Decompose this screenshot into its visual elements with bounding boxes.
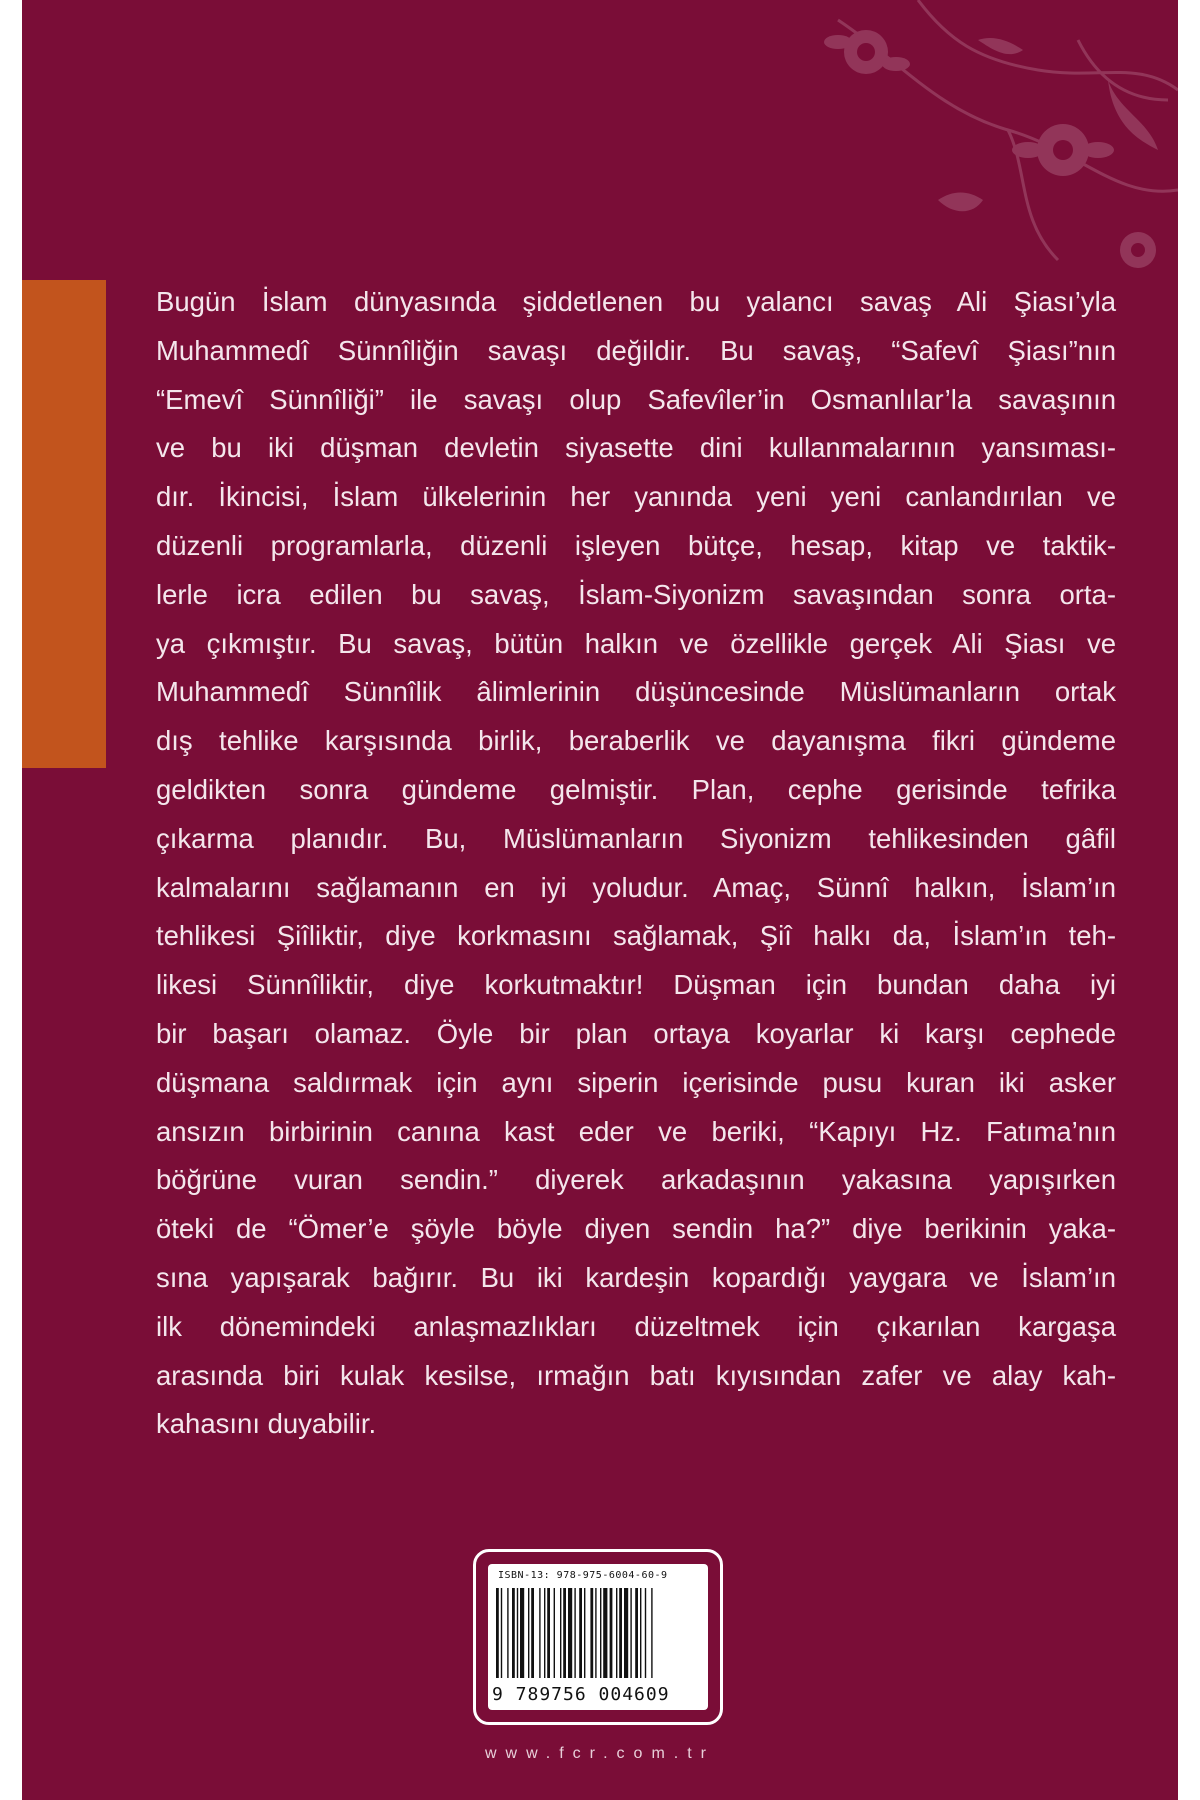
text-line: lerle icra edilen bu savaş, İslam-Siyonizm savaşından sonra orta- — [156, 578, 1116, 610]
barcode-bar — [610, 1588, 613, 1678]
text-line: ve bu iki düşman devletin siyasette dini kullanmalarının yansıması- — [156, 432, 1116, 464]
text-line: dış tehlike karşısında birlik, beraberlik ve dayanışma fikri gündeme — [156, 725, 1116, 757]
barcode-bar — [635, 1588, 638, 1678]
text-line: geldikten sonra gündeme gelmiştir. Plan, cephe gerisinde tefrika — [156, 773, 1116, 805]
text-line: sına yapışarak bağırır. Bu iki kardeşin kopardığı yaygara ve İslam’ın — [156, 1261, 1116, 1293]
barcode-bar — [574, 1588, 575, 1678]
text-line: ansızın birbirinin canına kast eder ve beriki, “Kapıyı Hz. Fatıma’nın — [156, 1115, 1116, 1147]
text-line: dır. İkincisi, İslam ülkelerinin her yanında yeni yeni canlandırılan ve — [156, 481, 1116, 513]
text-line: düşmana saldırmak için aynı siperin içerisinde pusu kuran iki asker — [156, 1066, 1116, 1098]
barcode-bar — [501, 1588, 502, 1678]
back-cover-text — [156, 278, 1116, 1449]
barcode-bar — [531, 1588, 534, 1678]
barcode-bar — [528, 1588, 529, 1678]
text-line: likesi Sünnîliktir, diye korkutmaktır! Düşman için bundan daha iyi — [156, 969, 1116, 1001]
barcode-bar — [547, 1588, 550, 1678]
back-cover — [22, 0, 1178, 1800]
barcode-bar — [568, 1588, 572, 1678]
barcode-bar — [544, 1588, 545, 1678]
barcode-bar — [584, 1588, 585, 1678]
text-line: çıkarma planıdır. Bu, Müslümanların Siyonizm tehlikesinden gâfil — [156, 822, 1116, 854]
text-line: tehlikesi Şiîliktir, diye korkmasını sağlamak, Şiî halkı da, İslam’ın teh- — [156, 920, 1116, 952]
barcode-bar — [554, 1588, 555, 1678]
barcode-frame — [473, 1549, 723, 1725]
barcode-bars — [496, 1588, 700, 1688]
barcode-bar — [539, 1588, 540, 1678]
barcode-bar — [520, 1588, 524, 1678]
text-line: ilk dönemindeki anlaşmazlıkları düzeltmek için çıkarılan kargaşa — [156, 1310, 1116, 1342]
website-url: www.fcr.com.tr — [484, 1745, 715, 1762]
text-line: Bugün İslam dünyasında şiddetlenen bu yalancı savaş Ali Şiası’yla — [156, 286, 1116, 317]
barcode-bar — [496, 1588, 499, 1678]
text-line: böğrüne vuran sendin.” diyerek arkadaşının yakasına yapışırken — [156, 1164, 1116, 1196]
barcode-bar — [640, 1588, 641, 1678]
barcode-bar — [595, 1588, 596, 1678]
barcode-bar — [619, 1588, 622, 1678]
text-line: bir başarı olamaz. Öyle bir plan ortaya koyarlar ki karşı cephede — [156, 1017, 1116, 1049]
barcode-bar — [600, 1588, 601, 1678]
isbn-label: ISBN-13: 978-975-6004-60-9 — [498, 1570, 668, 1581]
barcode-bar — [624, 1588, 628, 1678]
barcode-bar — [517, 1588, 518, 1678]
text-line: kalmalarını sağlamanın en iyi yoludur. Amaç, Sünnî halkın, İslam’ın — [156, 871, 1116, 903]
barcode-bar — [579, 1588, 582, 1678]
text-line: Muhammedî Sünnîlik âlimlerinin düşüncesinde Müslümanların ortak — [156, 676, 1116, 708]
barcode-bar — [512, 1588, 515, 1678]
accent-band — [22, 280, 106, 768]
text-line: düzenli programlarla, düzenli işleyen bütçe, hesap, kitap ve taktik- — [156, 529, 1116, 561]
barcode-bar — [560, 1588, 561, 1678]
barcode-bar — [507, 1588, 508, 1678]
text-line: arasında biri kulak kesilse, ırmağın batı kıyısından zafer ve alay kah- — [156, 1359, 1116, 1391]
barcode-bar — [616, 1588, 617, 1678]
text-line: kahasını duyabilir. — [156, 1408, 377, 1440]
barcode-number: 9 789756 004609 — [492, 1684, 670, 1705]
barcode-bar — [590, 1588, 593, 1678]
text-line: öteki de “Ömer’e şöyle böyle diyen sendin ha?” diye berikinin yaka- — [156, 1213, 1116, 1245]
barcode-bar — [651, 1588, 652, 1678]
barcode-bar — [645, 1588, 646, 1678]
text-line: “Emevî Sünnîliği” ile savaşı olup Safevîler’in Osmanlılar’la savaşının — [156, 383, 1116, 415]
barcode-bar — [563, 1588, 566, 1678]
text-line: ya çıkmıştır. Bu savaş, bütün halkın ve özellikle gerçek Ali Şiası ve — [156, 627, 1116, 659]
barcode — [488, 1564, 708, 1710]
text-line: Muhammedî Sünnîliğin savaşı değildir. Bu savaş, “Safevî Şiası”nın — [156, 334, 1116, 366]
page-edge — [1178, 0, 1200, 1800]
floral-ornament-icon — [778, 0, 1178, 300]
barcode-bar — [630, 1588, 631, 1678]
barcode-bar — [603, 1588, 607, 1678]
